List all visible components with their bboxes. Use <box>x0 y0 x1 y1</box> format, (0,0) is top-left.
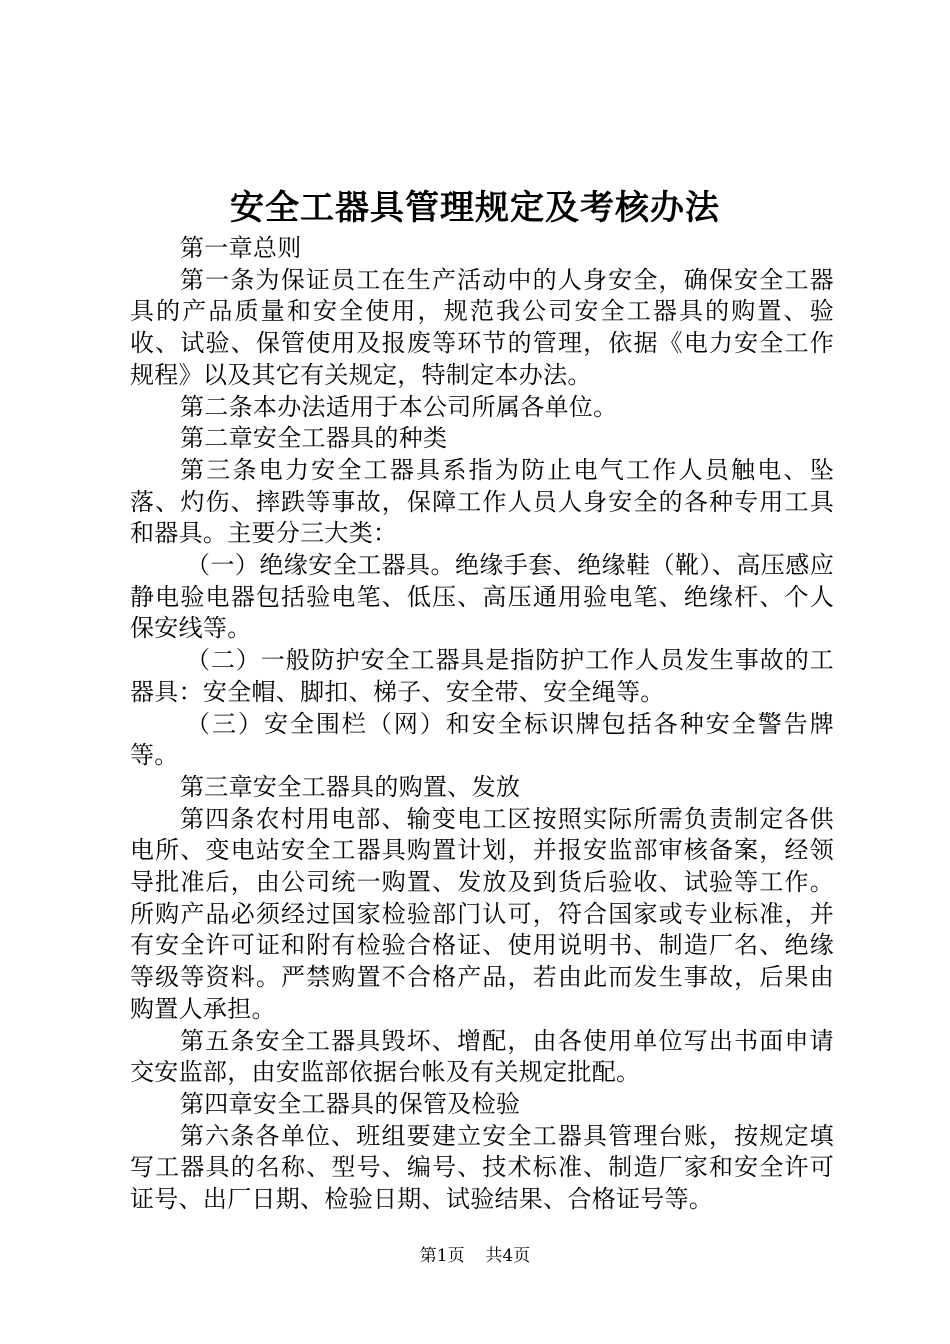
article-5: 第五条安全工器具毁坏、增配，由各使用单位写出书面申请交安监部，由安监部依据台帐及有关规定批配。 <box>130 1026 834 1087</box>
page-number: 第1页 <box>419 1246 465 1266</box>
article-2: 第二条本办法适用于本公司所属各单位。 <box>180 392 618 421</box>
article-3: 第三条电力安全工器具系指为防止电气工作人员触电、坠落、灼伤、摔跌等事故，保障工作人员人身安全的各种专用工具和器具。主要分三大类： <box>130 455 834 548</box>
document-body <box>130 233 834 1216</box>
list-item-1: （一）绝缘安全工器具。绝缘手套、绝缘鞋（靴）、高压感应静电验电器包括验电笔、低压、高压通用验电笔、绝缘杆、个人保安线等。 <box>130 551 834 643</box>
article-1: 第一条为保证员工在生产活动中的人身安全，确保安全工器具的产品质量和安全使用，规范我公司安全工器具的购置、验收、试验、保管使用及报废等环节的管理，依据《电力安全工作规程》以及其它有关规定，特制定本办法。 <box>130 265 834 389</box>
page-footer <box>0 1244 950 1268</box>
total-pages: 共4页 <box>485 1246 531 1266</box>
chapter-heading-4: 第四章安全工器具的保管及检验 <box>180 1089 521 1118</box>
chapter-heading-3: 第三章安全工器具的购置、发放 <box>180 772 521 801</box>
list-item-3: （三）安全围栏（网）和安全标识牌包括各种安全警告牌等。 <box>130 709 834 770</box>
list-item-2: （二）一般防护安全工器具是指防护工作人员发生事故的工器具：安全帽、脚扣、梯子、安全带、安全绳等。 <box>130 646 834 706</box>
chapter-heading-2: 第二章安全工器具的种类 <box>180 424 448 453</box>
chapter-heading-1: 第一章总则 <box>180 234 302 262</box>
document-title: 安全工器具管理规定及考核办法 <box>230 188 720 228</box>
article-6: 第六条各单位、班组要建立安全工器具管理台账，按规定填写工器具的名称、型号、编号、技术标准、制造厂家和安全许可证号、出厂日期、检验日期、试验结果、合格证号等。 <box>130 1121 834 1214</box>
article-4: 第四条农村用电部、输变电工区按照实际所需负责制定各供电所、变电站安全工器具购置计划，并报安监部审核备案，经领导批准后，由公司统一购置、发放及到货后验收、试验等工作。所购产品必须经过国家检验部门认可，符合国家或专业标准，并有安全许可证和附有检验合格证、使用说明书、制造厂名、绝缘等级等资料。严禁购置不合格产品，若由此而发生事故，后果由购置人承担。 <box>130 804 834 1023</box>
